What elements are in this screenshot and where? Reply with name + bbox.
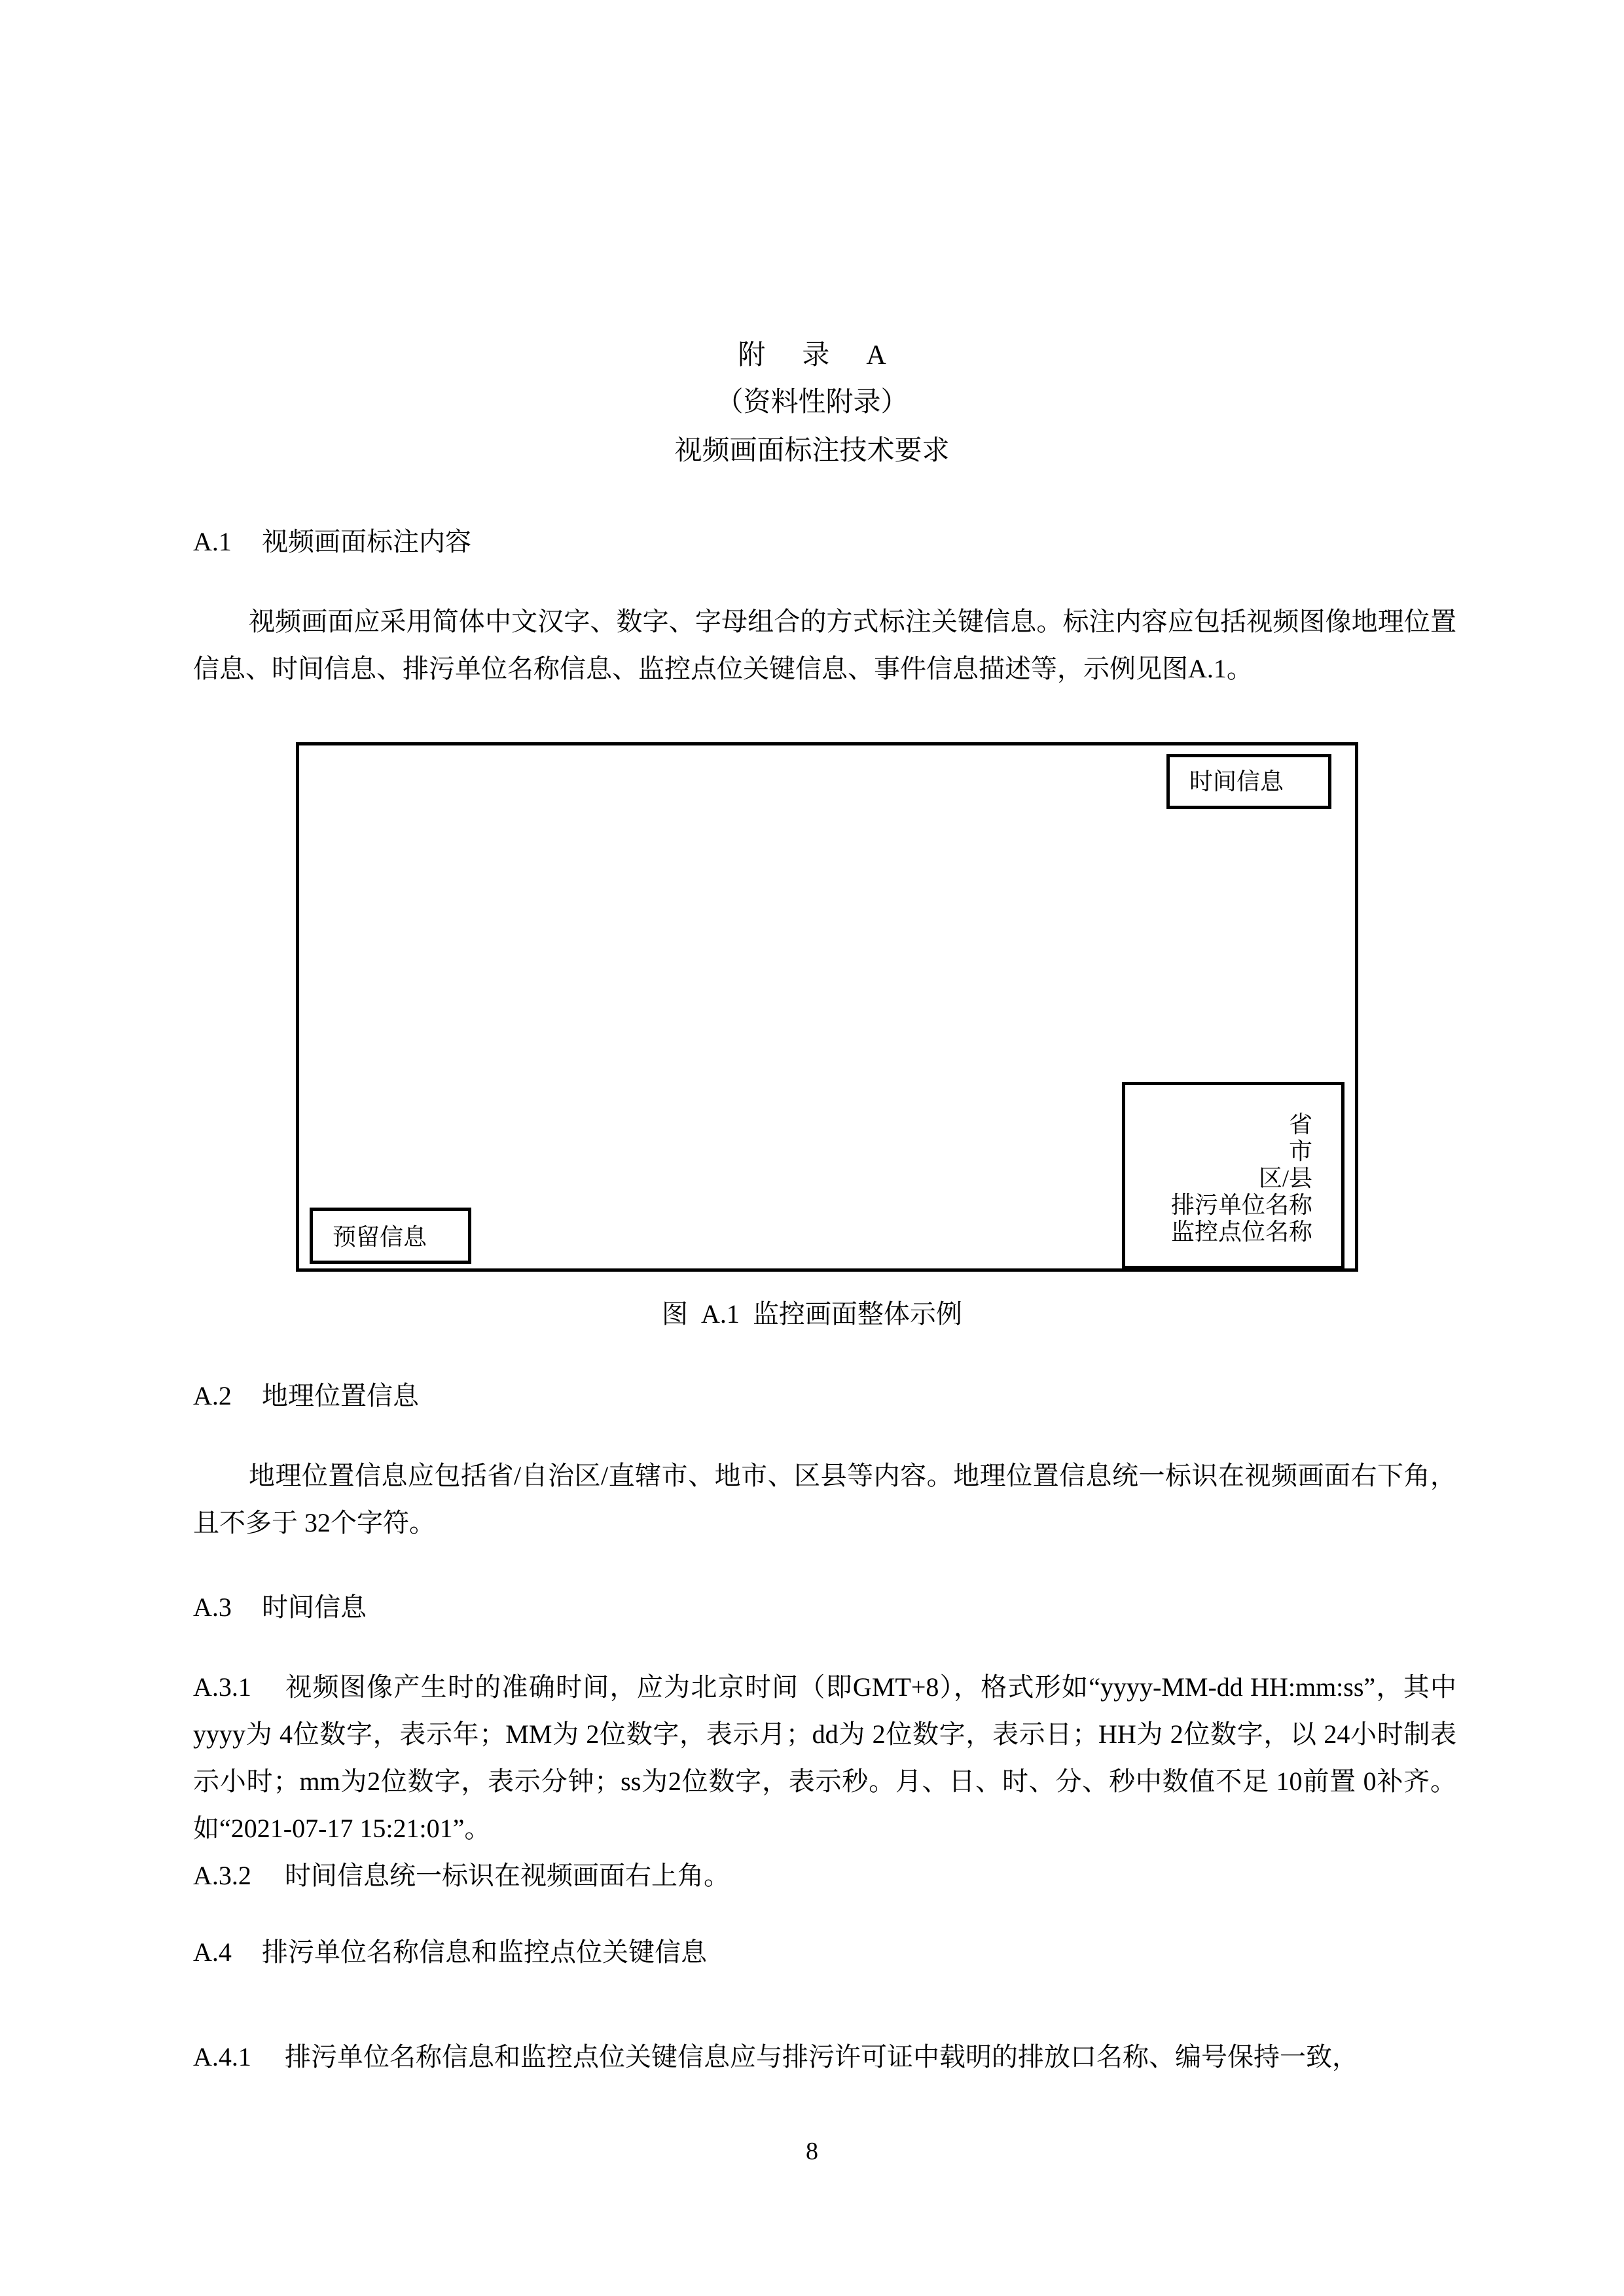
geo-line-monitor-point: 监控点位名称 (1170, 1219, 1312, 1245)
geo-line-unit-name: 排污单位名称 (1170, 1192, 1312, 1218)
section-title: 排污单位名称信息和监控点位关键信息 (262, 1937, 707, 1967)
geo-line-city: 市 (1288, 1138, 1312, 1164)
clause-number: A.3.1 (193, 1672, 251, 1702)
section-number: A.2 (193, 1381, 232, 1410)
annex-heading-char: 附 (738, 338, 766, 370)
reserved-info-box (310, 1208, 471, 1264)
clause-text: 时间信息统一标识在视频画面右上角。 (285, 1861, 730, 1890)
section-a2-paragraph: 地理位置信息应包括省/自治区/直辖市、地市、区县等内容。地理位置信息统一标识在视频画面右下角，且不多于 32个字符。 (193, 1461, 1456, 1537)
section-heading-a1 (193, 524, 471, 560)
geo-line-district: 区/县 (1258, 1165, 1312, 1191)
clause-a4-1 (193, 2034, 1456, 2081)
clause-number: A.4.1 (193, 2042, 251, 2072)
section-heading-a4 (193, 1934, 707, 1971)
section-number: A.1 (193, 527, 232, 556)
caption-title: 监控画面整体示例 (752, 1299, 962, 1329)
section-a1-paragraph: 视频画面应采用简体中文汉字、数字、字母组合的方式标注关键信息。标注内容应包括视频图像地理位置信息、时间信息、排污单位名称信息、监控点位关键信息、事件信息描述等，示例见图A.1。 (193, 607, 1456, 683)
section-title: 时间信息 (262, 1592, 367, 1623)
geo-line-province: 省 (1288, 1111, 1312, 1138)
caption-prefix: 图 (662, 1299, 689, 1329)
annex-heading (0, 335, 1624, 375)
section-heading-a3 (193, 1589, 367, 1626)
caption-number: A.1 (701, 1299, 740, 1329)
figure-caption (0, 1296, 1624, 1333)
reserved-info-label: 预留信息 (333, 1224, 427, 1250)
section-title: 视频画面标注内容 (262, 527, 471, 557)
clause-a3-1 (193, 1664, 1456, 1852)
geo-info-box (1122, 1082, 1344, 1269)
annex-heading-char: 录 (802, 338, 830, 370)
monitor-frame-diagram (296, 742, 1358, 1272)
annex-letter: A (866, 340, 886, 370)
clause-text: 视频图像产生时的准确时间，应为北京时间（即GMT+8），格式形如“yyyy-MM-dd HH:mm:ss”，其中 yyyy为 4位数字，表示年；MM为 2位数字，表示月；dd为 2位数字，表示日；HH为 2位数字，以 24小时制表示小时；mm为2位数字，表示分钟；ss为2位数字，表示秒。月、日、时、分、秒中数值不足 10前置 0补齐。如“2021-07-17 15:21:01”。 (193, 1672, 1456, 1843)
annex-title: 视频画面标注技术要求 (674, 434, 950, 466)
clause-a3-2 (193, 1852, 1456, 1899)
section-number: A.4 (193, 1937, 232, 1967)
page-number: 8 (806, 2138, 818, 2165)
section-heading-a2 (193, 1378, 419, 1414)
section-number: A.3 (193, 1592, 232, 1622)
time-info-label: 时间信息 (1189, 768, 1284, 795)
clause-text: 排污单位名称信息和监控点位关键信息应与排污许可证中载明的排放口名称、编号保持一致， (285, 2042, 1358, 2072)
time-info-box (1166, 754, 1331, 809)
clause-number: A.3.2 (193, 1861, 251, 1890)
section-title: 地理位置信息 (262, 1381, 419, 1411)
annex-type: （资料性附录） (715, 386, 909, 418)
